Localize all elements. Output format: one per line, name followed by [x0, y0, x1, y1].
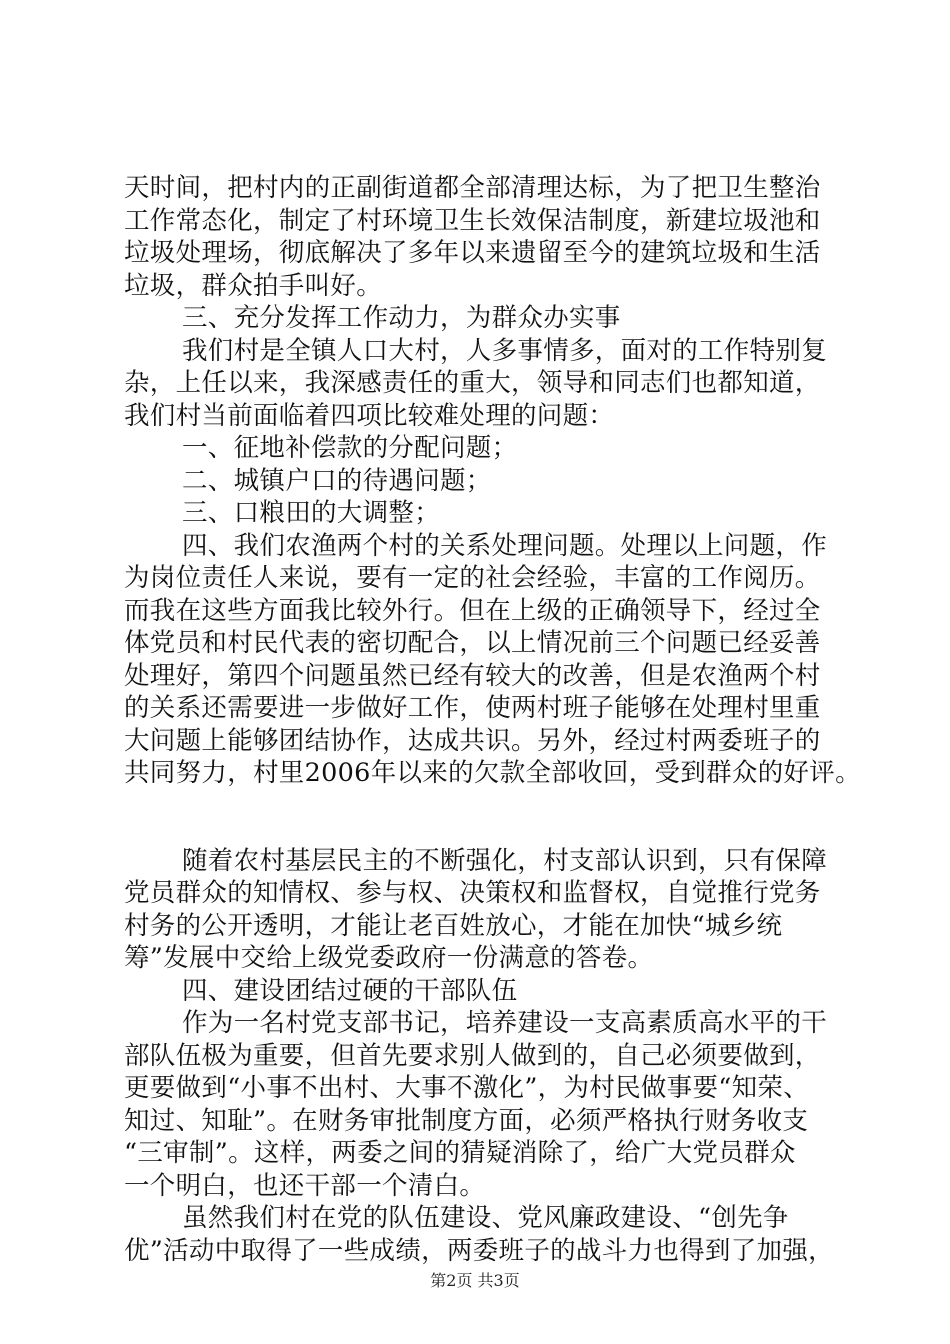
text-line: 村务的公开透明，才能让老百姓放心，才能在加快“城乡统 [124, 910, 783, 941]
text-line: 为岗位责任人来说，要有一定的社会经验，丰富的工作阅历。 [124, 563, 821, 593]
text-line: 而我在这些方面我比较外行。但在上级的正确领导下，经过全 [124, 595, 821, 626]
text-line: 我们村当前面临着四项比较难处理的问题： [124, 400, 615, 431]
text-line: 我们村是全镇人口大村，人多事情多，面对的工作特别复 [182, 335, 828, 366]
document-body [124, 172, 861, 1267]
text-line: “三审制”。这样，两委之间的猜疑消除了，给广大党员群众 [124, 1138, 796, 1168]
text-line: 体党员和村民代表的密切配合，以上情况前三个问题已经妥善 [124, 628, 821, 658]
text-line: 更要做到“小事不出村、大事不激化”，为村民做事要“知荣、 [124, 1073, 810, 1103]
text-line: 优”活动中取得了一些成绩，两委班子的战斗力也得到了加强， [124, 1235, 834, 1266]
text-line: 知过、知耻”。在财务审批制度方面，必须严格执行财务收支 [124, 1105, 809, 1136]
text-line: 党员群众的知情权、参与权、决策权和监督权，自觉推行党务 [124, 878, 821, 908]
text-line: 杂，上任以来，我深感责任的重大，领导和同志们也都知道， [124, 368, 821, 398]
text-line: 工作常态化，制定了村环境卫生长效保洁制度，新建垃圾池和 [124, 205, 821, 236]
text-line: 大问题上能够团结协作，达成共识。另外，经过村两委班子的 [124, 725, 821, 756]
section-heading-4: 四、建设团结过硬的干部队伍 [182, 975, 518, 1006]
text-line: 筹”发展中交给上级党委政府一份满意的答卷。 [124, 943, 654, 973]
text-line: 部队伍极为重要，但首先要求别人做到的，自己必须要做到， [124, 1040, 821, 1071]
text-line: 的关系还需要进一步做好工作，使两村班子能够在处理村里重 [124, 693, 821, 723]
section-heading-3: 三、充分发挥工作动力，为群众办实事 [182, 303, 621, 333]
text-line: 一个明白，也还干部一个清白。 [124, 1170, 486, 1201]
text-line: 虽然我们村在党的队伍建设、党风廉政建设、“创先争 [182, 1203, 789, 1233]
list-item: 三、口粮田的大调整； [182, 498, 441, 528]
text-line: 作为一名村党支部书记，培养建设一支高素质高水平的干 [182, 1008, 828, 1038]
text-line: 天时间，把村内的正副街道都全部清理达标，为了把卫生整治 [124, 173, 821, 203]
text-line: 随着农村基层民主的不断强化，村支部认识到，只有保障 [182, 845, 828, 876]
text-line: 处理好，第四个问题虽然已经有较大的改善，但是农渔两个村 [124, 660, 821, 691]
text-line: 共同努力，村里2006年以来的欠款全部收回，受到群众的好评。 [124, 758, 861, 788]
page-number-footer: 第2页 共3页 [430, 1271, 520, 1290]
paragraph-gap [124, 790, 844, 845]
text-line: 四、我们农渔两个村的关系处理问题。处理以上问题，作 [182, 530, 828, 561]
list-item: 二、城镇户口的待遇问题； [182, 465, 492, 496]
text-line: 垃圾，群众拍手叫好。 [124, 270, 383, 301]
text-line: 垃圾处理场，彻底解决了多年以来遗留至今的建筑垃圾和生活 [124, 238, 821, 268]
list-item: 一、征地补偿款的分配问题； [182, 433, 518, 463]
